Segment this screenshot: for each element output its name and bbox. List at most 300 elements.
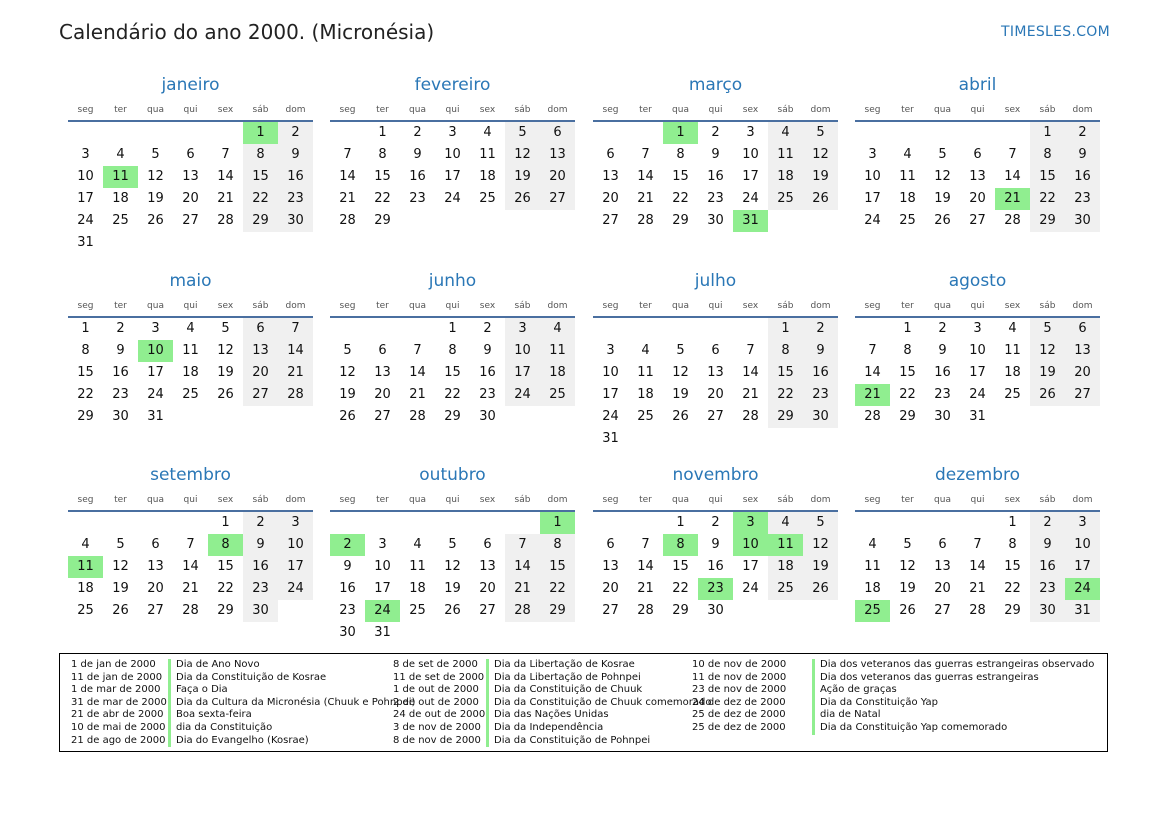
weekday-label: ter: [114, 495, 127, 505]
weekday-label: sáb: [514, 495, 531, 505]
legend-column: [393, 659, 712, 747]
weekday-label: sáb: [252, 105, 269, 115]
holiday-date: 25 de dez de 2000: [692, 709, 786, 721]
day-cell: 25: [540, 384, 575, 406]
empty-cell: [103, 122, 138, 144]
day-cell: 21: [637, 191, 654, 206]
day-cell: 30: [243, 600, 278, 622]
day-cell: 26: [803, 578, 838, 600]
day-cell: 6: [540, 122, 575, 144]
day-cell: 29: [672, 213, 689, 228]
day-cell: 29: [1030, 210, 1065, 232]
day-cell: 19: [217, 365, 234, 380]
day-cell: 21: [182, 581, 199, 596]
day-cell: 14: [339, 169, 356, 184]
day-cell: 7: [505, 534, 540, 556]
weekday-label: ter: [901, 301, 914, 311]
weekday-label: qui: [183, 105, 198, 115]
day-cell: 13: [934, 559, 951, 574]
day-cell: 22: [768, 384, 803, 406]
holiday-day-cell: 1: [540, 512, 575, 534]
day-grid: [330, 122, 575, 232]
day-cell: 22: [1030, 188, 1065, 210]
weekday-label: qui: [708, 105, 723, 115]
holiday-date: 11 de nov de 2000: [692, 671, 787, 683]
month-fevereiro: [330, 74, 575, 232]
holiday-date: 10 de mai de 2000: [71, 721, 166, 733]
holiday-day-cell: 10: [138, 340, 173, 362]
day-cell: 26: [505, 188, 540, 210]
weekday-label: qua: [409, 495, 426, 505]
day-grid: [330, 318, 575, 428]
day-cell: 4: [186, 321, 195, 336]
day-cell: 31: [969, 409, 986, 424]
holiday-row: [393, 684, 643, 697]
day-cell: 17: [147, 365, 164, 380]
day-cell: 31: [374, 625, 391, 640]
day-cell: 9: [711, 147, 720, 162]
weekday-label: sáb: [777, 105, 794, 115]
holiday-row: [393, 696, 712, 710]
day-cell: 14: [969, 559, 986, 574]
holiday-day-cell: 24: [365, 600, 400, 622]
day-cell: 20: [969, 191, 986, 206]
weekday-label: dom: [285, 495, 306, 505]
weekday-label: sex: [479, 301, 496, 311]
day-cell: 23: [1065, 188, 1100, 210]
day-cell: 13: [1065, 340, 1100, 362]
day-cell: 30: [803, 406, 838, 428]
day-cell: 8: [81, 343, 90, 358]
day-cell: 1: [676, 515, 685, 530]
empty-cell: [733, 318, 768, 340]
month-maio: [68, 270, 313, 428]
day-cell: 25: [479, 191, 496, 206]
day-cell: 22: [672, 581, 689, 596]
day-cell: 2: [483, 321, 492, 336]
day-cell: 17: [864, 191, 881, 206]
holiday-day-cell: 10: [733, 534, 768, 556]
day-cell: 10: [602, 365, 619, 380]
day-cell: 16: [1065, 166, 1100, 188]
day-cell: 18: [182, 365, 199, 380]
day-cell: 12: [803, 534, 838, 556]
weekday-label: qui: [708, 495, 723, 505]
weekday-header: [855, 100, 1100, 122]
legend-column: [71, 659, 416, 747]
holiday-row: [393, 734, 651, 748]
weekday-label: sáb: [1039, 495, 1056, 505]
month-março: [593, 74, 838, 232]
day-cell: 13: [243, 340, 278, 362]
weekday-label: qua: [934, 105, 951, 115]
holiday-date: 11 de set de 2000: [393, 671, 485, 683]
empty-cell: [593, 512, 628, 534]
day-cell: 19: [934, 191, 951, 206]
holiday-name: Dia de Ano Novo: [168, 659, 260, 672]
weekday-label: seg: [339, 495, 356, 505]
holiday-name: Dia da Libertação de Pohnpei: [486, 672, 641, 685]
month-title: setembro: [150, 465, 231, 485]
day-cell: 12: [444, 559, 461, 574]
day-cell: 20: [147, 581, 164, 596]
weekday-label: seg: [602, 105, 619, 115]
day-cell: 17: [602, 387, 619, 402]
months-grid: [68, 74, 1103, 644]
day-cell: 20: [707, 387, 724, 402]
day-cell: 21: [278, 362, 313, 384]
day-cell: 27: [374, 409, 391, 424]
day-cell: 28: [278, 384, 313, 406]
day-cell: 28: [217, 213, 234, 228]
day-cell: 10: [1065, 534, 1100, 556]
day-cell: 5: [1030, 318, 1065, 340]
day-cell: 1: [81, 321, 90, 336]
day-cell: 23: [479, 387, 496, 402]
day-cell: 27: [602, 603, 619, 618]
weekday-header: [330, 490, 575, 512]
day-cell: 11: [182, 343, 199, 358]
empty-cell: [208, 122, 243, 144]
day-cell: 21: [969, 581, 986, 596]
day-cell: 5: [903, 537, 912, 552]
day-cell: 10: [505, 340, 540, 362]
day-cell: 1: [378, 125, 387, 140]
day-cell: 21: [637, 581, 654, 596]
day-cell: 8: [676, 147, 685, 162]
day-cell: 15: [217, 559, 234, 574]
weekday-label: dom: [1072, 301, 1093, 311]
day-cell: 12: [112, 559, 129, 574]
holiday-day-cell: 11: [68, 556, 103, 578]
day-cell: 25: [1004, 387, 1021, 402]
weekday-label: ter: [901, 105, 914, 115]
day-cell: 24: [444, 191, 461, 206]
empty-cell: [855, 318, 890, 340]
empty-cell: [995, 122, 1030, 144]
holiday-name: Dia da Independência: [486, 722, 603, 735]
day-cell: 10: [374, 559, 391, 574]
weekday-label: sáb: [252, 495, 269, 505]
day-cell: 13: [374, 365, 391, 380]
day-cell: 18: [768, 166, 803, 188]
day-cell: 6: [606, 537, 615, 552]
day-cell: 31: [77, 235, 94, 250]
day-cell: 18: [409, 581, 426, 596]
day-cell: 20: [602, 191, 619, 206]
weekday-label: sex: [1004, 301, 1021, 311]
day-cell: 30: [479, 409, 496, 424]
weekday-label: ter: [901, 495, 914, 505]
day-cell: 19: [1030, 362, 1065, 384]
day-cell: 26: [339, 409, 356, 424]
day-cell: 5: [676, 343, 685, 358]
day-cell: 11: [479, 147, 496, 162]
day-cell: 28: [864, 409, 881, 424]
weekday-label: ter: [376, 495, 389, 505]
empty-cell: [925, 512, 960, 534]
day-cell: 4: [81, 537, 90, 552]
weekday-label: seg: [77, 105, 94, 115]
holiday-name: dia da Constituição: [168, 722, 272, 735]
holiday-row: [71, 696, 416, 710]
day-cell: 9: [1030, 534, 1065, 556]
empty-cell: [628, 318, 663, 340]
holiday-name: Dia da Constituição Yap: [812, 697, 938, 710]
day-cell: 13: [602, 169, 619, 184]
month-agosto: [855, 270, 1100, 428]
weekday-label: ter: [639, 495, 652, 505]
holiday-row: [393, 709, 609, 722]
day-cell: 31: [1065, 600, 1100, 622]
day-cell: 6: [973, 147, 982, 162]
day-cell: 30: [278, 210, 313, 232]
day-grid: [855, 512, 1100, 622]
day-cell: 2: [711, 515, 720, 530]
weekday-label: dom: [810, 105, 831, 115]
day-cell: 4: [903, 147, 912, 162]
holiday-name: Dia dos veteranos das guerras estrangeiras: [812, 672, 1039, 685]
weekday-header: [593, 490, 838, 512]
brand-link[interactable]: TIMESLES.COM: [1001, 24, 1110, 40]
day-cell: 17: [969, 365, 986, 380]
empty-cell: [470, 512, 505, 534]
day-cell: 9: [938, 343, 947, 358]
day-cell: 20: [182, 191, 199, 206]
day-cell: 22: [1004, 581, 1021, 596]
day-grid: [593, 122, 838, 232]
empty-cell: [103, 512, 138, 534]
empty-cell: [593, 122, 628, 144]
day-cell: 30: [707, 603, 724, 618]
day-cell: 23: [339, 603, 356, 618]
weekday-label: qua: [147, 105, 164, 115]
day-cell: 8: [243, 144, 278, 166]
holiday-date: 21 de abr de 2000: [71, 709, 164, 721]
day-cell: 10: [742, 147, 759, 162]
day-cell: 1: [221, 515, 230, 530]
day-cell: 14: [217, 169, 234, 184]
empty-cell: [365, 318, 400, 340]
holiday-date: 24 de dez de 2000: [692, 696, 786, 708]
day-cell: 9: [803, 340, 838, 362]
day-cell: 3: [505, 318, 540, 340]
day-cell: 14: [409, 365, 426, 380]
day-cell: 12: [934, 169, 951, 184]
day-cell: 15: [77, 365, 94, 380]
day-cell: 21: [339, 191, 356, 206]
day-cell: 4: [540, 318, 575, 340]
day-cell: 12: [339, 365, 356, 380]
day-cell: 24: [602, 409, 619, 424]
day-cell: 10: [444, 147, 461, 162]
day-cell: 11: [637, 365, 654, 380]
day-cell: 2: [116, 321, 125, 336]
day-cell: 11: [899, 169, 916, 184]
day-cell: 19: [147, 191, 164, 206]
weekday-label: qui: [445, 495, 460, 505]
holiday-name: Dia da Constituição Yap comemorado: [812, 722, 1007, 735]
day-cell: 26: [112, 603, 129, 618]
holiday-date: 8 de nov de 2000: [393, 734, 481, 746]
day-cell: 12: [217, 343, 234, 358]
day-cell: 13: [602, 559, 619, 574]
day-cell: 28: [339, 213, 356, 228]
holiday-name: Dia da Cultura da Micronésia (Chuuk e Pohnpei): [168, 697, 415, 710]
holiday-name: Dia dos veteranos das guerras estrangeiras observado: [812, 659, 1094, 672]
holiday-name: Dia da Constituição de Chuuk: [486, 684, 642, 697]
day-cell: 28: [742, 409, 759, 424]
day-cell: 19: [803, 166, 838, 188]
day-cell: 18: [479, 169, 496, 184]
day-cell: 25: [409, 603, 426, 618]
holiday-name: Faça o Dia: [168, 684, 228, 697]
day-cell: 27: [147, 603, 164, 618]
day-cell: 15: [444, 365, 461, 380]
holiday-day-cell: 21: [855, 384, 890, 406]
day-cell: 5: [151, 147, 160, 162]
weekday-label: sáb: [1039, 301, 1056, 311]
month-title: agosto: [948, 271, 1007, 291]
day-cell: 18: [112, 191, 129, 206]
day-cell: 10: [278, 534, 313, 556]
weekday-label: ter: [114, 301, 127, 311]
day-cell: 24: [505, 384, 540, 406]
day-cell: 7: [1008, 147, 1017, 162]
day-cell: 6: [243, 318, 278, 340]
day-cell: 26: [1030, 384, 1065, 406]
day-cell: 4: [413, 537, 422, 552]
day-cell: 9: [278, 144, 313, 166]
day-cell: 4: [483, 125, 492, 140]
day-cell: 7: [973, 537, 982, 552]
empty-cell: [698, 318, 733, 340]
weekday-label: seg: [864, 105, 881, 115]
day-grid: [68, 318, 313, 428]
day-cell: 14: [278, 340, 313, 362]
holiday-name: Ação de graças: [812, 684, 897, 697]
day-cell: 6: [938, 537, 947, 552]
day-cell: 3: [606, 343, 615, 358]
day-cell: 28: [409, 409, 426, 424]
holiday-row: [71, 671, 327, 685]
day-cell: 3: [868, 147, 877, 162]
day-cell: 12: [672, 365, 689, 380]
weekday-label: dom: [285, 105, 306, 115]
holiday-name: Dia da Constituição de Kosrae: [168, 672, 326, 685]
day-cell: 8: [1008, 537, 1017, 552]
day-cell: 16: [409, 169, 426, 184]
day-cell: 16: [112, 365, 129, 380]
weekday-label: qua: [672, 301, 689, 311]
weekday-label: qua: [147, 495, 164, 505]
day-cell: 6: [151, 537, 160, 552]
day-cell: 3: [151, 321, 160, 336]
day-cell: 4: [116, 147, 125, 162]
holiday-date: 11 de jan de 2000: [71, 671, 163, 683]
day-cell: 7: [221, 147, 230, 162]
day-cell: 4: [768, 122, 803, 144]
day-cell: 27: [969, 213, 986, 228]
day-cell: 29: [899, 409, 916, 424]
day-cell: 14: [1004, 169, 1021, 184]
day-cell: 29: [374, 213, 391, 228]
day-cell: 2: [243, 512, 278, 534]
day-cell: 22: [540, 578, 575, 600]
weekday-label: seg: [602, 495, 619, 505]
holiday-day-cell: 25: [855, 600, 890, 622]
day-cell: 13: [969, 169, 986, 184]
day-cell: 27: [182, 213, 199, 228]
day-cell: 26: [147, 213, 164, 228]
day-cell: 12: [147, 169, 164, 184]
weekday-label: seg: [77, 301, 94, 311]
day-cell: 17: [444, 169, 461, 184]
day-cell: 25: [768, 578, 803, 600]
day-cell: 9: [343, 559, 352, 574]
day-cell: 18: [1004, 365, 1021, 380]
weekday-label: sex: [217, 301, 234, 311]
day-grid: [68, 512, 313, 622]
page-title: Calendário do ano 2000. (Micronésia): [59, 20, 435, 44]
weekday-header: [330, 100, 575, 122]
day-cell: 22: [217, 581, 234, 596]
holiday-day-cell: 3: [733, 512, 768, 534]
day-cell: 16: [339, 581, 356, 596]
day-cell: 6: [378, 343, 387, 358]
day-cell: 11: [540, 340, 575, 362]
weekday-label: sáb: [252, 301, 269, 311]
empty-cell: [505, 512, 540, 534]
holiday-day-cell: 8: [208, 534, 243, 556]
empty-cell: [330, 122, 365, 144]
day-cell: 25: [637, 409, 654, 424]
day-cell: 17: [374, 581, 391, 596]
empty-cell: [330, 318, 365, 340]
holiday-row: [692, 696, 938, 710]
weekday-label: qua: [672, 495, 689, 505]
holiday-date: 21 de ago de 2000: [71, 734, 166, 746]
weekday-label: qui: [445, 301, 460, 311]
month-title: abril: [958, 75, 997, 95]
day-cell: 14: [637, 169, 654, 184]
day-cell: 27: [707, 409, 724, 424]
day-cell: 31: [147, 409, 164, 424]
day-cell: 7: [278, 318, 313, 340]
day-cell: 8: [448, 343, 457, 358]
holiday-row: [692, 721, 1008, 735]
weekday-label: seg: [864, 495, 881, 505]
weekday-label: sex: [217, 495, 234, 505]
day-cell: 29: [243, 210, 278, 232]
weekday-label: sáb: [1039, 105, 1056, 115]
day-cell: 23: [278, 188, 313, 210]
month-title: fevereiro: [414, 75, 491, 95]
day-cell: 27: [243, 384, 278, 406]
day-cell: 28: [969, 603, 986, 618]
empty-cell: [330, 512, 365, 534]
day-cell: 11: [409, 559, 426, 574]
day-cell: 18: [77, 581, 94, 596]
day-cell: 24: [278, 578, 313, 600]
day-cell: 25: [77, 603, 94, 618]
weekday-label: ter: [639, 301, 652, 311]
day-cell: 5: [938, 147, 947, 162]
holiday-day-cell: 31: [733, 210, 768, 232]
day-cell: 20: [479, 581, 496, 596]
day-cell: 14: [182, 559, 199, 574]
holiday-row: [393, 659, 635, 672]
